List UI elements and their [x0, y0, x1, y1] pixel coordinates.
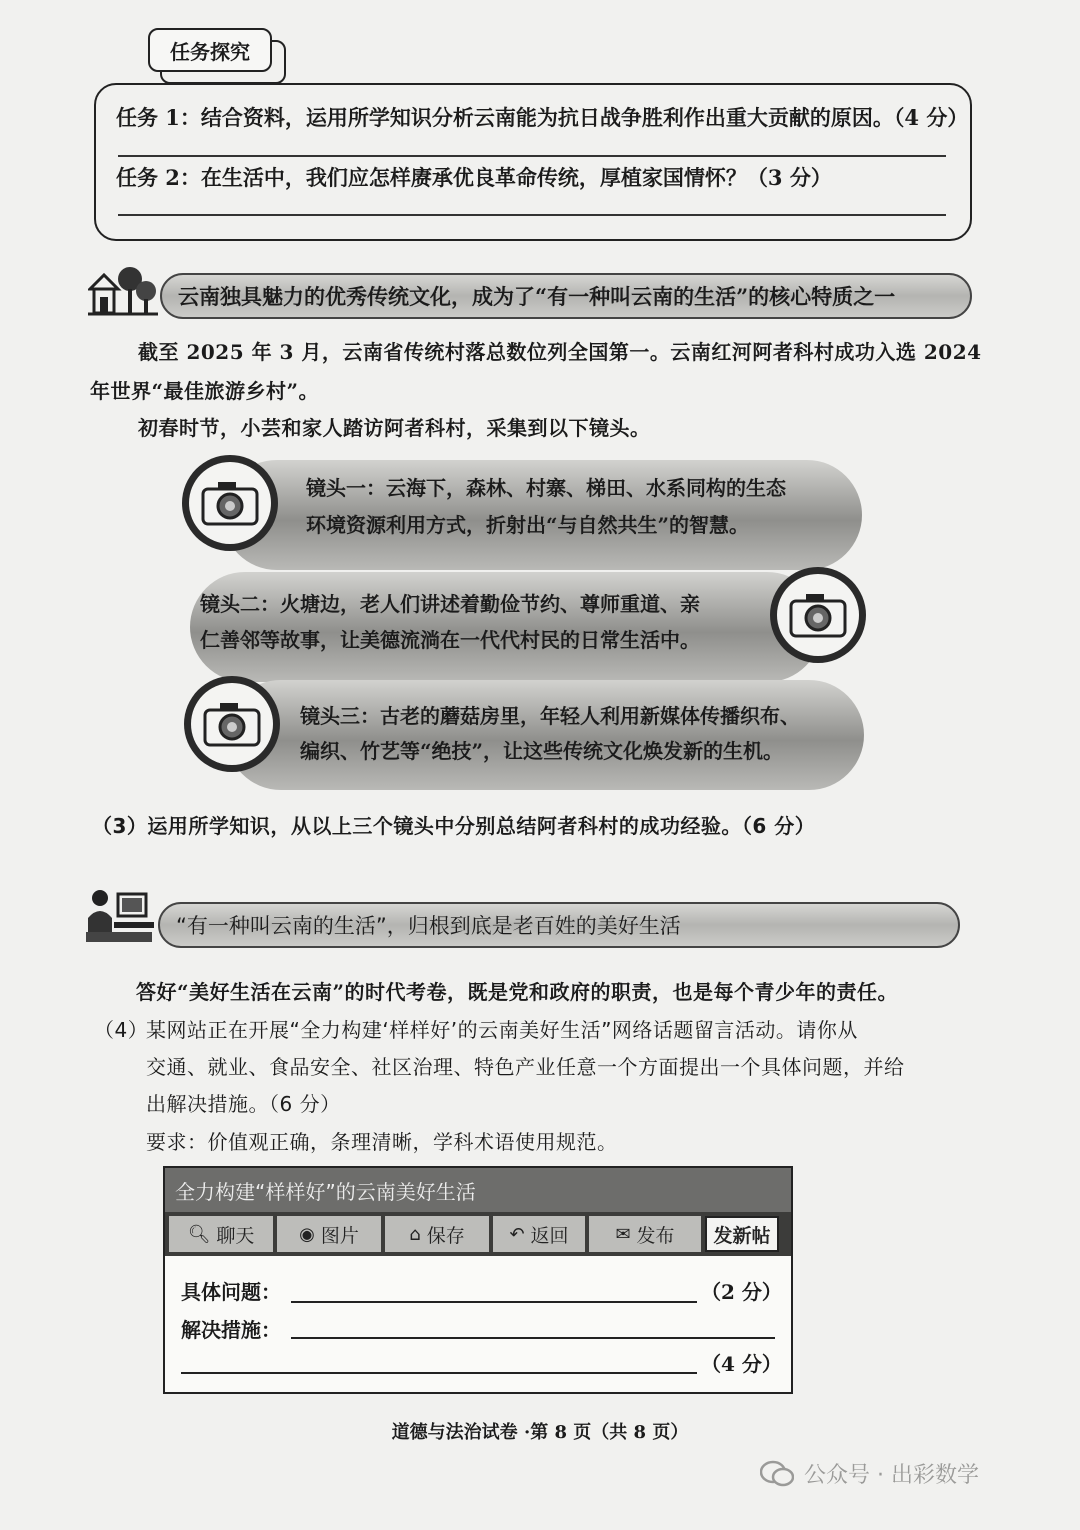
- forum-toolbar: [165, 1212, 791, 1256]
- problem-score: （2 分）: [701, 1280, 782, 1304]
- paragraph: 初春时节，小芸和家人踏访阿者科村，采集到以下镜头。: [138, 416, 651, 440]
- requirement: 要求：价值观正确，条理清晰，学科术语使用规范。: [146, 1130, 618, 1154]
- home-icon: ⌂: [409, 1223, 421, 1245]
- camera-icon: [770, 567, 866, 663]
- back-icon: ↶: [509, 1223, 525, 1245]
- solution-answer-line[interactable]: [291, 1337, 775, 1339]
- watermark-text: 公众号 · 出彩数学: [804, 1463, 979, 1488]
- camera-icon: ◉: [299, 1223, 315, 1245]
- new-post-button[interactable]: 发新帖: [705, 1216, 779, 1252]
- answer-line: [118, 214, 946, 216]
- section-banner-life: [158, 902, 960, 948]
- publish-label: 发布: [636, 1224, 675, 1247]
- save-button[interactable]: [385, 1216, 489, 1252]
- paragraph: 截至 2025 年 3 月，云南省传统村落总数位列全国第一。云南红河阿者科村成功入选 2024: [138, 340, 982, 364]
- question-4-line2: 交通、就业、食品安全、社区治理、特色产业任意一个方面提出一个具体问题，并给: [146, 1055, 905, 1079]
- task-tab: 任务探究: [148, 28, 272, 72]
- task-1: 任务 1：结合资料，运用所学知识分析云南能为抗日战争胜利作出重大贡献的原因。（4 分）: [116, 105, 969, 130]
- solution-answer-line[interactable]: [181, 1372, 697, 1374]
- camera-icon: [182, 455, 278, 551]
- question-4-line1: 某网站正在开展“全力构建‘样样好’的云南美好生活”网络话题留言活动。请你从: [146, 1018, 858, 1042]
- question-3: （3）运用所学知识，从以上三个镜头中分别总结阿者科村的成功经验。（6 分）: [92, 814, 816, 838]
- wechat-icon: [760, 1460, 794, 1488]
- task-2: 任务 2：在生活中，我们应怎样赓承优良革命传统，厚植家国情怀？（3 分）: [116, 165, 832, 190]
- computer-user-icon: [84, 888, 156, 946]
- back-button[interactable]: [493, 1216, 585, 1252]
- camera-icon: [184, 676, 280, 772]
- solution-score: （4 分）: [701, 1352, 782, 1376]
- question-4-line3: 出解决措施。（6 分）: [146, 1092, 341, 1116]
- shot-3-line2: 编织、竹艺等“绝技”，让这些传统文化焕发新的生机。: [300, 739, 784, 763]
- shot-1-line1: 镜头一：云海下，森林、村寨、梯田、水系同构的生态: [306, 476, 786, 500]
- chat-label: 聊天: [216, 1224, 255, 1247]
- paragraph: 年世界“最佳旅游乡村”。: [90, 379, 320, 403]
- banner-text: 云南独具魅力的优秀传统文化，成为了“有一种叫云南的生活”的核心特质之一: [178, 284, 896, 309]
- problem-answer-line[interactable]: [291, 1301, 697, 1303]
- shot-2-line2: 仁善邻等故事，让美德流淌在一代代村民的日常生活中。: [200, 628, 700, 652]
- solution-label: 解决措施：: [181, 1318, 281, 1342]
- chat-icon: 🔍︎: [187, 1223, 211, 1245]
- paragraph: 答好“美好生活在云南”的时代考卷，既是党和政府的职责，也是每个青少年的责任。: [136, 980, 899, 1004]
- forum-title: 全力构建“样样好”的云南美好生活: [165, 1168, 791, 1212]
- shot-1-line2: 环境资源利用方式，折射出“与自然共生”的智慧。: [306, 513, 750, 537]
- section-banner-culture: [160, 273, 972, 319]
- image-button[interactable]: [277, 1216, 381, 1252]
- shot-3-line1: 镜头三：古老的蘑菇房里，年轻人利用新媒体传播织布、: [300, 704, 800, 728]
- forum-post-box: [163, 1166, 793, 1394]
- village-icon: [88, 265, 158, 317]
- page-footer: 道德与法治试卷 ·第 8 页（共 8 页）: [391, 1422, 689, 1443]
- mail-icon: ✉: [615, 1223, 631, 1245]
- answer-line: [118, 155, 946, 157]
- watermark: [760, 1458, 979, 1489]
- image-label: 图片: [320, 1224, 359, 1247]
- publish-button[interactable]: [589, 1216, 701, 1252]
- question-4-number: （4）: [94, 1018, 149, 1042]
- save-label: 保存: [426, 1224, 465, 1247]
- chat-button[interactable]: [169, 1216, 273, 1252]
- problem-label: 具体问题：: [181, 1280, 281, 1304]
- back-label: 返回: [530, 1224, 569, 1247]
- shot-2-line1: 镜头二：火塘边，老人们讲述着勤俭节约、尊师重道、亲: [200, 592, 700, 616]
- banner-text: “有一种叫云南的生活”，归根到底是老百姓的美好生活: [176, 914, 681, 938]
